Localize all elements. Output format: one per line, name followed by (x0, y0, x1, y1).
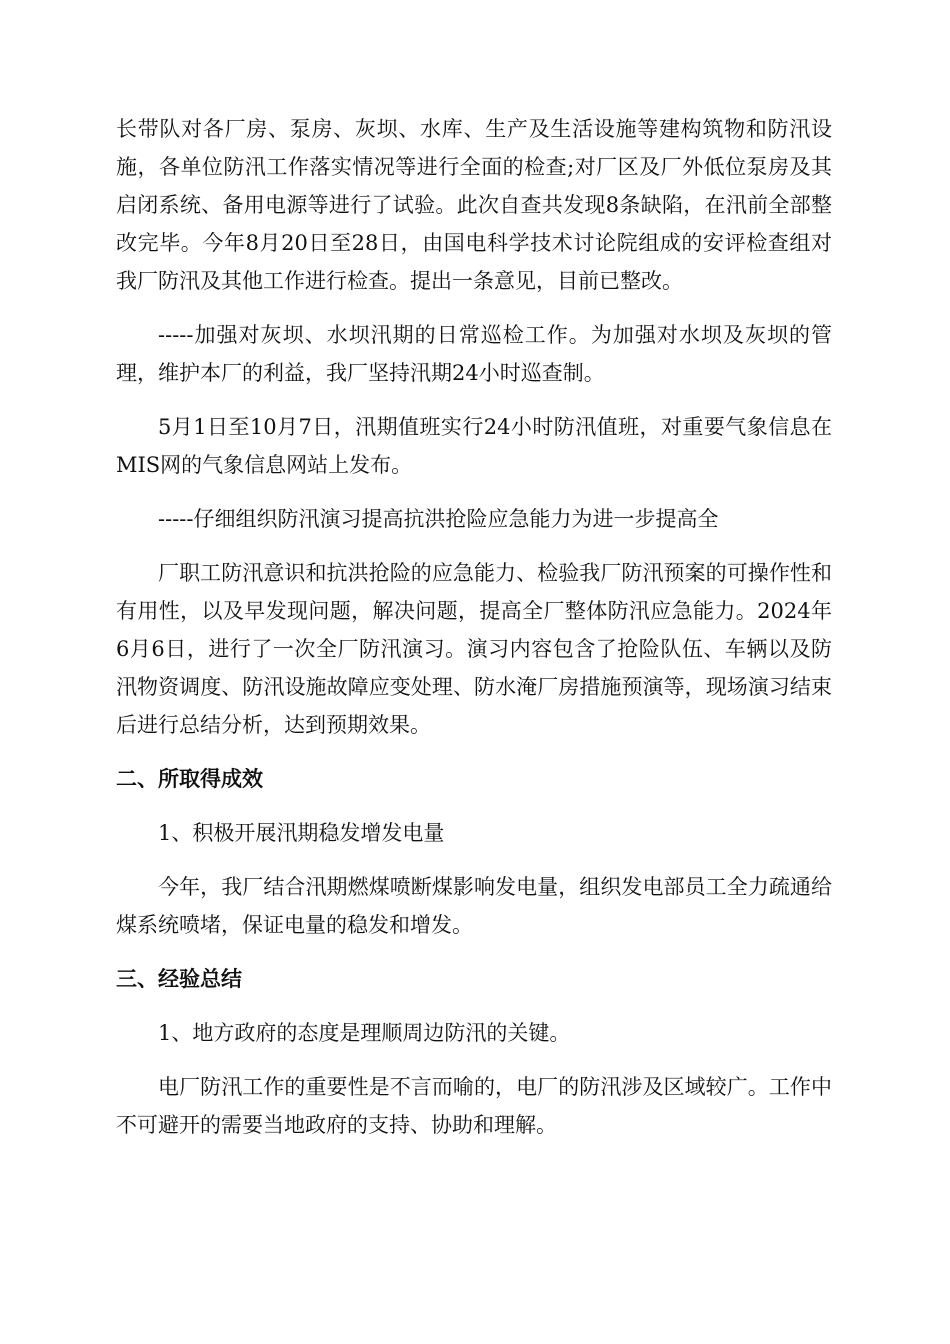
paragraph-experience-detail: 电厂防汛工作的重要性是不言而喻的，电厂的防汛涉及区域较广。工作中不可避开的需要当地政府的支持、协助和理解。 (116, 1075, 832, 1137)
paragraph-inspection-summary: 长带队对各厂房、泵房、灰坝、水库、生产及生活设施等建构筑物和防汛设施，各单位防汛工作落实情况等进行全面的检查;对厂区及厂外低位泵房及其启闭系统、备用电源等进行了试验。此次自查共发现8条缺陷，在汛前全部整改完毕。今年8月20日至28日，由国电科学技术讨论院组成的安评检查组对我厂防汛及其他工作进行检查。提出一条意见，目前已整改。 (116, 117, 832, 293)
section-heading-results: 二、所取得成效 (116, 767, 263, 791)
paragraph-results-detail: 今年，我厂结合汛期燃煤喷断煤影响发电量，组织发电部员工全力疏通给煤系统喷堵，保证电量的稳发和增发。 (116, 875, 832, 937)
paragraph-drill-intro: -----仔细组织防汛演习提高抗洪抢险应急能力为进一步提高全 (158, 507, 719, 531)
document-body (116, 110, 832, 1160)
paragraph-drill-details: 厂职工防汛意识和抗洪抢险的应急能力、检验我厂防汛预案的可操作性和有用性，以及早发现问题，解决问题，提高全厂整体防汛应急能力。2024年6月6日，进行了一次全厂防汛演习。演习内容包含了抢险队伍、车辆以及防汛物资调度、防汛设施故障应变处理、防水淹厂房措施预演等，现场演习结束后进行总结分析，达到预期效果。 (116, 561, 832, 737)
paragraph-results-item-1: 1、积极开展汛期稳发增发电量 (158, 821, 445, 845)
section-heading-experience: 三、经验总结 (116, 967, 242, 991)
paragraph-duty-schedule: 5月1日至10月7日，汛期值班实行24小时防汛值班，对重要气象信息在MIS网的气象信息网站上发布。 (116, 415, 832, 477)
paragraph-dam-patrol: -----加强对灰坝、水坝汛期的日常巡检工作。为加强对水坝及灰坝的管理，维护本厂的利益，我厂坚持汛期24小时巡查制。 (116, 323, 832, 385)
paragraph-experience-item-1: 1、地方政府的态度是理顺周边防汛的关键。 (158, 1021, 571, 1045)
